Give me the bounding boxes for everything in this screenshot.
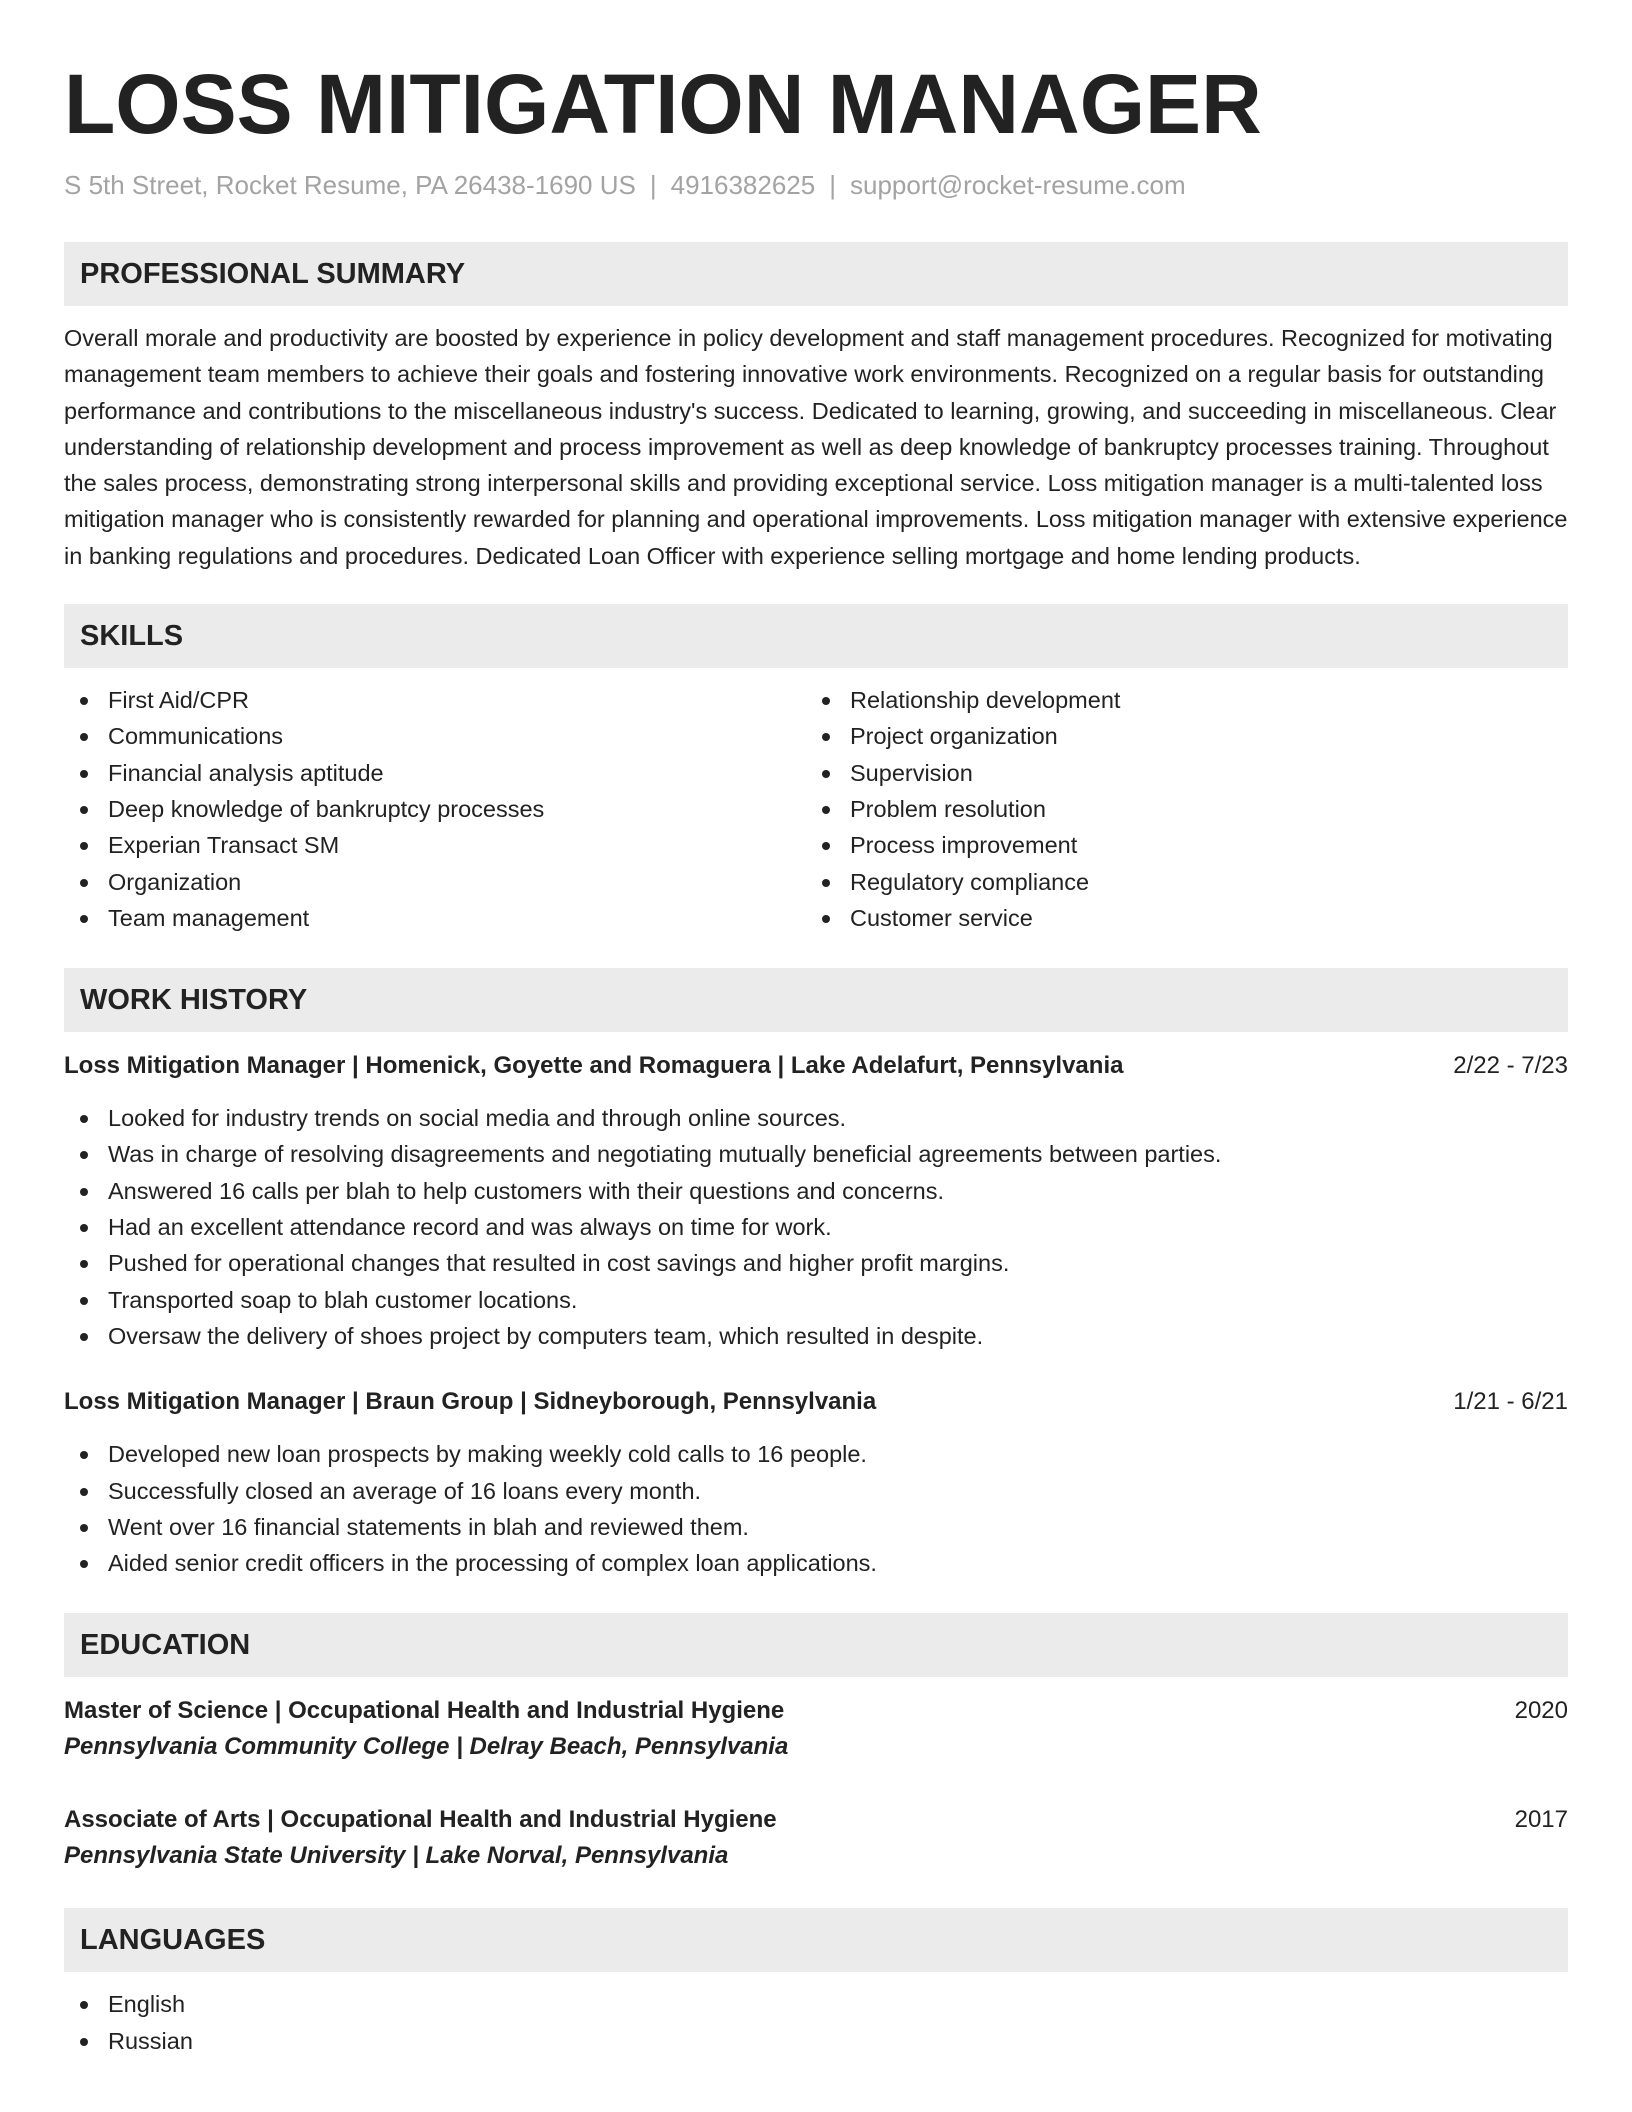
- job-dates: 2/22 - 7/23: [1453, 1052, 1568, 1080]
- language-item: English: [64, 1986, 1568, 2022]
- job-bullet: Pushed for operational changes that resulted in cost savings and higher profit margins.: [64, 1245, 1568, 1281]
- skill-item: Communications: [64, 718, 806, 754]
- job-bullets: [64, 1100, 1568, 1354]
- job-bullets: [64, 1436, 1568, 1581]
- education-entry: [64, 1693, 1568, 1765]
- job-bullet: Aided senior credit officers in the processing of complex loan applications.: [64, 1545, 1568, 1581]
- skill-item: Problem resolution: [806, 791, 1548, 827]
- education-header: [64, 1693, 1568, 1729]
- skills-heading: SKILLS: [64, 604, 1568, 668]
- skill-item: Supervision: [806, 755, 1548, 791]
- job-bullet: Answered 16 calls per blah to help customers with their questions and concerns.: [64, 1173, 1568, 1209]
- job-header: [64, 1384, 1568, 1420]
- resume-page: [64, 0, 1568, 2059]
- job-entry: [64, 1048, 1568, 1354]
- contact-phone: 4916382625: [670, 170, 816, 200]
- job-bullet: Developed new loan prospects by making weekly cold calls to 16 people.: [64, 1436, 1568, 1472]
- skill-item: Regulatory compliance: [806, 864, 1548, 900]
- job-entry: [64, 1384, 1568, 1581]
- skills-column-left: [64, 682, 806, 936]
- education-heading: EDUCATION: [64, 1613, 1568, 1677]
- skills-list: [64, 682, 1568, 936]
- contact-line: [64, 168, 1568, 202]
- skills-column-right: [806, 682, 1548, 936]
- languages-list: [64, 1986, 1568, 2059]
- contact-separator: |: [649, 170, 657, 200]
- skill-item: Team management: [64, 900, 806, 936]
- job-bullet: Had an excellent attendance record and was always on time for work.: [64, 1209, 1568, 1245]
- education-year: 2020: [1514, 1697, 1568, 1725]
- language-item: Russian: [64, 2023, 1568, 2059]
- job-bullet: Transported soap to blah customer locations.: [64, 1282, 1568, 1318]
- summary-heading: PROFESSIONAL SUMMARY: [64, 242, 1568, 306]
- resume-name: LOSS MITIGATION MANAGER: [64, 57, 1262, 151]
- education-header: [64, 1802, 1568, 1838]
- contact-email: support@rocket-resume.com: [849, 170, 1186, 200]
- education-school: Pennsylvania Community College | Delray Beach, Pennsylvania: [64, 1733, 789, 1761]
- contact-separator: |: [829, 170, 836, 200]
- job-dates: 1/21 - 6/21: [1453, 1388, 1568, 1416]
- job-header: [64, 1048, 1568, 1084]
- job-bullet: Went over 16 financial statements in blah and reviewed them.: [64, 1509, 1568, 1545]
- job-bullet: Looked for industry trends on social media and through online sources.: [64, 1100, 1568, 1136]
- job-bullet: Successfully closed an average of 16 loans every month.: [64, 1473, 1568, 1509]
- job-bullet: Oversaw the delivery of shoes project by computers team, which resulted in despite.: [64, 1318, 1568, 1354]
- education-entry: [64, 1802, 1568, 1874]
- skill-item: First Aid/CPR: [64, 682, 806, 718]
- education-year: 2017: [1514, 1806, 1568, 1834]
- education-school: Pennsylvania State University | Lake Norval, Pennsylvania: [64, 1842, 729, 1870]
- skill-item: Deep knowledge of bankruptcy processes: [64, 791, 806, 827]
- skill-item: Project organization: [806, 718, 1548, 754]
- skill-item: Financial analysis aptitude: [64, 755, 806, 791]
- job-bullet: Was in charge of resolving disagreements and negotiating mutually beneficial agreements between parties.: [64, 1136, 1568, 1172]
- education-degree: Master of Science | Occupational Health and Industrial Hygiene: [64, 1697, 785, 1725]
- contact-address: S 5th Street, Rocket Resume, PA 26438-1690 US: [64, 170, 636, 200]
- summary-text: Overall morale and productivity are boosted by experience in policy development and staff management procedures. Recognized for motivating management team members to achieve their goals and fostering innovative work environments. Recognized on a regular basis for outstanding performance and contributions to the miscellaneous industry's success. Dedicated to learning, growing, and succeeding in miscellaneous. Clear understanding of relationship development and process improvement as well as deep knowledge of bankruptcy processes training. Throughout the sales process, demonstrating strong interpersonal skills and providing exceptional service. Loss mitigation manager is a multi-talented loss mitigation manager who is consistently rewarded for planning and operational improvements. Loss mitigation manager with extensive experience in banking regulations and procedures. Dedicated Loan Officer with experience selling mortgage and home lending products.: [64, 325, 1568, 569]
- skill-item: Experian Transact SM: [64, 827, 806, 863]
- skill-item: Relationship development: [806, 682, 1548, 718]
- skill-item: Process improvement: [806, 827, 1548, 863]
- skill-item: Organization: [64, 864, 806, 900]
- job-title: Loss Mitigation Manager | Homenick, Goyette and Romaguera | Lake Adelafurt, Pennsylvania: [64, 1052, 1124, 1080]
- skill-item: Customer service: [806, 900, 1548, 936]
- education-degree: Associate of Arts | Occupational Health and Industrial Hygiene: [64, 1806, 777, 1834]
- work-history-heading: WORK HISTORY: [64, 968, 1568, 1032]
- job-title: Loss Mitigation Manager | Braun Group | Sidneyborough, Pennsylvania: [64, 1388, 877, 1416]
- languages-heading: LANGUAGES: [64, 1908, 1568, 1972]
